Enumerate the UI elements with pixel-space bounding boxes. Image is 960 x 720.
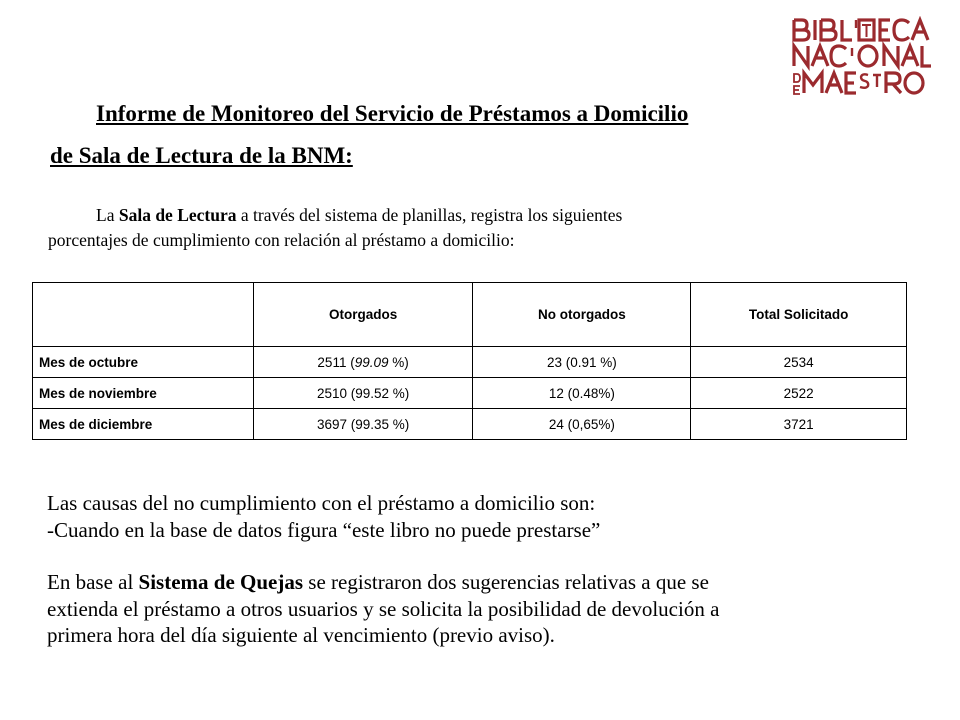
not-granted-cell: 23 (0.91 %): [473, 347, 691, 378]
row-label: Mes de diciembre: [33, 409, 254, 440]
table-row: [33, 378, 907, 409]
granted-cell: 2511 (99.09 %): [253, 347, 473, 378]
intro-text-start: La: [96, 205, 119, 225]
sistema-de-quejas-label: Sistema de Quejas: [138, 570, 304, 594]
intro-paragraph: [48, 203, 848, 253]
total-cell: 2522: [691, 378, 907, 409]
report-title-line-1: Informe de Monitoreo del Servicio de Préstamos a Domicilio: [96, 101, 689, 126]
sala-de-lectura-label: Sala de Lectura: [118, 205, 237, 225]
total-cell: 3721: [691, 409, 907, 440]
row-label: Mes de noviembre: [33, 378, 254, 409]
table-row: [33, 347, 907, 378]
header-empty: [33, 283, 254, 347]
row-label: Mes de octubre: [33, 347, 254, 378]
complaints-line-3: primera hora del día siguiente al vencimiento (previo aviso).: [47, 623, 555, 647]
granted-cell: 2510 (99.52 %): [253, 378, 473, 409]
not-granted-cell: 12 (0.48%): [473, 378, 691, 409]
causes-line-2: -Cuando en la base de datos figura “este libro no puede prestarse”: [47, 517, 601, 542]
conclusions: [47, 490, 927, 649]
not-granted-cell: 24 (0,65%): [473, 409, 691, 440]
intro-text-end: a través del sistema de planillas, registra los siguientes: [236, 205, 623, 225]
header-not-granted: No otorgados: [473, 283, 691, 347]
complaints-line-1: En base al Sistema de Quejas se registraron dos sugerencias relativas a que se: [47, 570, 709, 594]
granted-cell: 3697 (99.35 %): [253, 409, 473, 440]
complaints-line-2: extienda el préstamo a otros usuarios y se solicita la posibilidad de devolución a: [47, 596, 720, 621]
total-cell: 2534: [691, 347, 907, 378]
intro-text-line-2: porcentajes de cumplimiento con relación al préstamo a domicilio:: [48, 230, 515, 250]
bnm-logo: [790, 16, 932, 96]
table-header-row: [33, 283, 907, 347]
header-total: Total Solicitado: [691, 283, 907, 347]
causes-line-1: Las causas del no cumplimiento con el préstamo a domicilio son:: [47, 491, 596, 515]
loans-table: [32, 282, 907, 440]
header-granted: Otorgados: [253, 283, 473, 347]
report-title-line-2: de Sala de Lectura de la BNM:: [50, 143, 353, 168]
table-row: [33, 409, 907, 440]
